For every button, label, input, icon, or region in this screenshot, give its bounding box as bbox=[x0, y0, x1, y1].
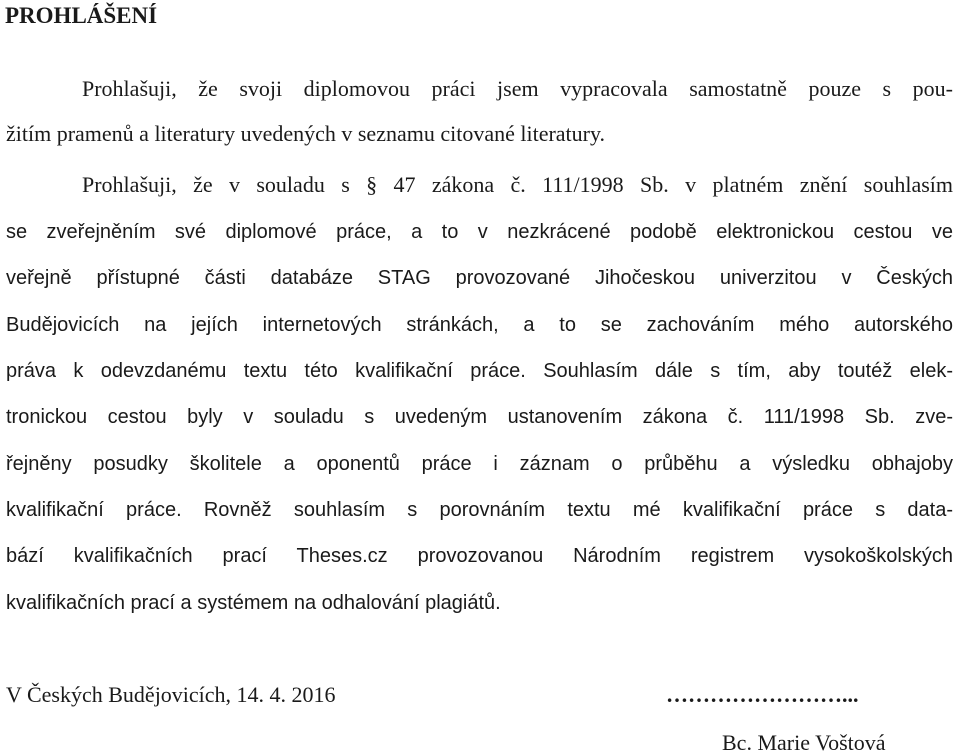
paragraph-1-line-2: žitím pramenů a literatury uvedených v seznamu citované literatury. bbox=[6, 121, 606, 146]
paragraph-1-line-1: Prohlašuji, že svoji diplomovou práci jsem vypracovala samostatně pouze s pou- bbox=[82, 76, 953, 101]
paragraph-2-line-5: práva k odevzdanému textu této kvalifikační práce. Souhlasím dále s tím, aby toutéž elek- bbox=[6, 360, 953, 382]
paragraph-2-line-4: Budějovicích na jejích internetových stránkách, a to se zachováním mého autorského bbox=[6, 314, 953, 336]
place-and-date: V Českých Budějovicích, 14. 4. 2016 bbox=[6, 682, 336, 707]
signature-line: ……………………... bbox=[666, 682, 859, 707]
paragraph-2-line-10: kvalifikačních prací a systémem na odhalování plagiátů. bbox=[6, 592, 501, 614]
paragraph-2-line-3: veřejně přístupné části databáze STAG provozované Jihočeskou univerzitou v Českých bbox=[6, 267, 953, 289]
author-name: Bc. Marie Voštová bbox=[722, 730, 886, 755]
paragraph-2-line-6: tronickou cestou byly v souladu s uvedeným ustanovením zákona č. 111/1998 Sb. zve- bbox=[6, 406, 953, 428]
paragraph-2-line-2: se zveřejněním své diplomové práce, a to v nezkrácené podobě elektronickou cestou ve bbox=[6, 221, 953, 243]
paragraph-2-line-7: řejněny posudky školitele a oponentů práce i záznam o průběhu a výsledku obhajoby bbox=[6, 453, 953, 475]
page-title: PROHLÁŠENÍ bbox=[5, 3, 158, 28]
paragraph-2-line-1: Prohlašuji, že v souladu s § 47 zákona č. 111/1998 Sb. v platném znění souhlasím bbox=[82, 172, 953, 197]
paragraph-2-line-9: bází kvalifikačních prací Theses.cz provozovanou Národním registrem vysokoškolských bbox=[6, 545, 953, 567]
paragraph-2-line-8: kvalifikační práce. Rovněž souhlasím s porovnáním textu mé kvalifikační práce s data- bbox=[6, 499, 953, 521]
